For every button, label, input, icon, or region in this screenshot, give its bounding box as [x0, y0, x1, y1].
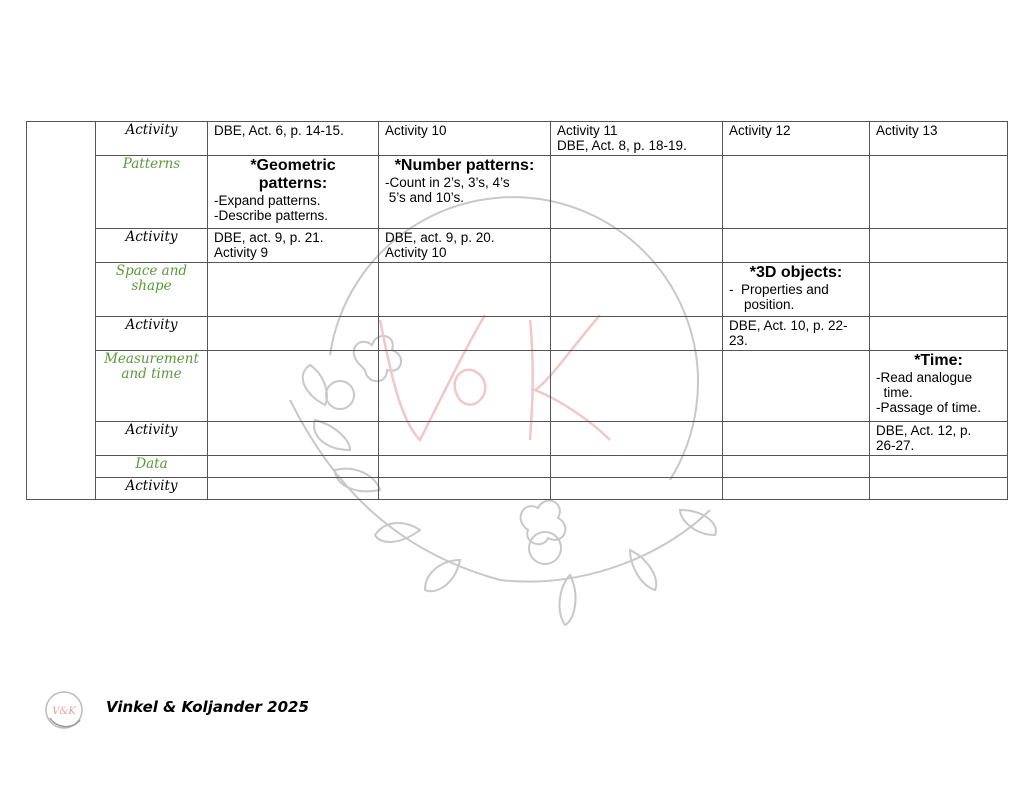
cell-line: DBE, act. 9, p. 21. [214, 230, 324, 245]
table-cell [723, 229, 870, 263]
cell-line: -Describe patterns. [214, 208, 329, 223]
footer-logo-icon [42, 688, 86, 732]
cell-line: - Properties and [729, 282, 829, 297]
table-cell [208, 263, 379, 317]
cell-line: 5’s and 10’s. [385, 190, 465, 205]
table-cell [379, 317, 551, 351]
footer-text: Vinkel & Koljander 2025 [106, 698, 309, 716]
table-row [27, 156, 1008, 229]
table-cell [208, 422, 379, 456]
cell-line: Activity 11 [557, 123, 618, 138]
table-row [27, 351, 1008, 422]
table-cell [208, 317, 379, 351]
table-cell [870, 156, 1008, 229]
table-cell [551, 317, 723, 351]
row-label: Activity [96, 317, 208, 351]
cell-line: time. [876, 385, 913, 400]
table-cell [379, 122, 551, 156]
cell-line: -Passage of time. [876, 400, 982, 415]
table-row [27, 456, 1008, 478]
table-cell [551, 456, 723, 478]
cell-line: DBE, act. 9, p. 20. [385, 230, 495, 245]
table-cell [208, 122, 379, 156]
table-cell [208, 229, 379, 263]
cell-line: Activity 9 [214, 245, 269, 260]
row-label: Activity [96, 422, 208, 456]
row-label: Patterns [96, 156, 208, 229]
row-label: Measurement and time [96, 351, 208, 422]
table-cell [723, 156, 870, 229]
cell-line: Activity 13 [876, 123, 938, 138]
cell-title: *3D objects: [749, 264, 843, 281]
table-cell [723, 351, 870, 422]
table-cell [379, 456, 551, 478]
cell-line: DBE, Act. 10, p. 22- [729, 318, 848, 333]
table-cell [551, 263, 723, 317]
table-cell [723, 317, 870, 351]
table-cell [723, 422, 870, 456]
cell-line: -Count in 2’s, 3’s, 4’s [385, 175, 510, 190]
table-cell [379, 229, 551, 263]
table-cell [208, 351, 379, 422]
table-cell [551, 156, 723, 229]
svg-text:V&K: V&K [52, 706, 76, 717]
cell-line: 23. [729, 333, 748, 348]
table-row [27, 478, 1008, 500]
table-cell [723, 122, 870, 156]
cell-line: DBE, Act. 8, p. 18-19. [557, 138, 687, 153]
cell-line: Activity 12 [729, 123, 791, 138]
table-cell [551, 422, 723, 456]
cell-title: *Time: [914, 352, 963, 369]
cell-line: DBE, Act. 6, p. 14-15. [214, 123, 344, 138]
table-cell [870, 263, 1008, 317]
table-cell [870, 229, 1008, 263]
cell-line: -Read analogue [876, 370, 973, 385]
blank-left-column [27, 122, 96, 500]
cell-line: 26-27. [876, 438, 915, 453]
row-label: Activity [96, 122, 208, 156]
cell-line: Activity 10 [385, 245, 447, 260]
row-label: Activity [96, 229, 208, 263]
table-row [27, 422, 1008, 456]
table-cell [379, 422, 551, 456]
lesson-plan-table [26, 121, 1008, 500]
row-label: Data [96, 456, 208, 478]
table-row [27, 317, 1008, 351]
table-cell [551, 478, 723, 500]
cell-line: -Expand patterns. [214, 193, 321, 208]
table-cell [208, 456, 379, 478]
row-label: Space and shape [96, 263, 208, 317]
table-cell [870, 317, 1008, 351]
table-cell [870, 456, 1008, 478]
table-cell [379, 478, 551, 500]
table-cell [551, 229, 723, 263]
table-cell [551, 351, 723, 422]
table-cell [870, 122, 1008, 156]
table-cell [379, 351, 551, 422]
table-row [27, 122, 1008, 156]
table-cell [723, 456, 870, 478]
table-cell [870, 351, 1008, 422]
table-cell [723, 478, 870, 500]
row-label: Activity [96, 478, 208, 500]
table-row [27, 229, 1008, 263]
table-cell [379, 156, 551, 229]
table-cell [723, 263, 870, 317]
cell-line: Activity 10 [385, 123, 447, 138]
watermark-monogram: V&K [270, 150, 273, 151]
table-cell [208, 478, 379, 500]
table-cell [870, 478, 1008, 500]
table-cell [379, 263, 551, 317]
cell-title: *Geometric patterns: [250, 157, 336, 192]
table-cell [551, 122, 723, 156]
table-row [27, 263, 1008, 317]
table-cell [208, 156, 379, 229]
table-cell [870, 422, 1008, 456]
cell-line: position. [729, 297, 795, 312]
cell-line: DBE, Act. 12, p. [876, 423, 972, 438]
cell-title: *Number patterns: [394, 157, 535, 174]
